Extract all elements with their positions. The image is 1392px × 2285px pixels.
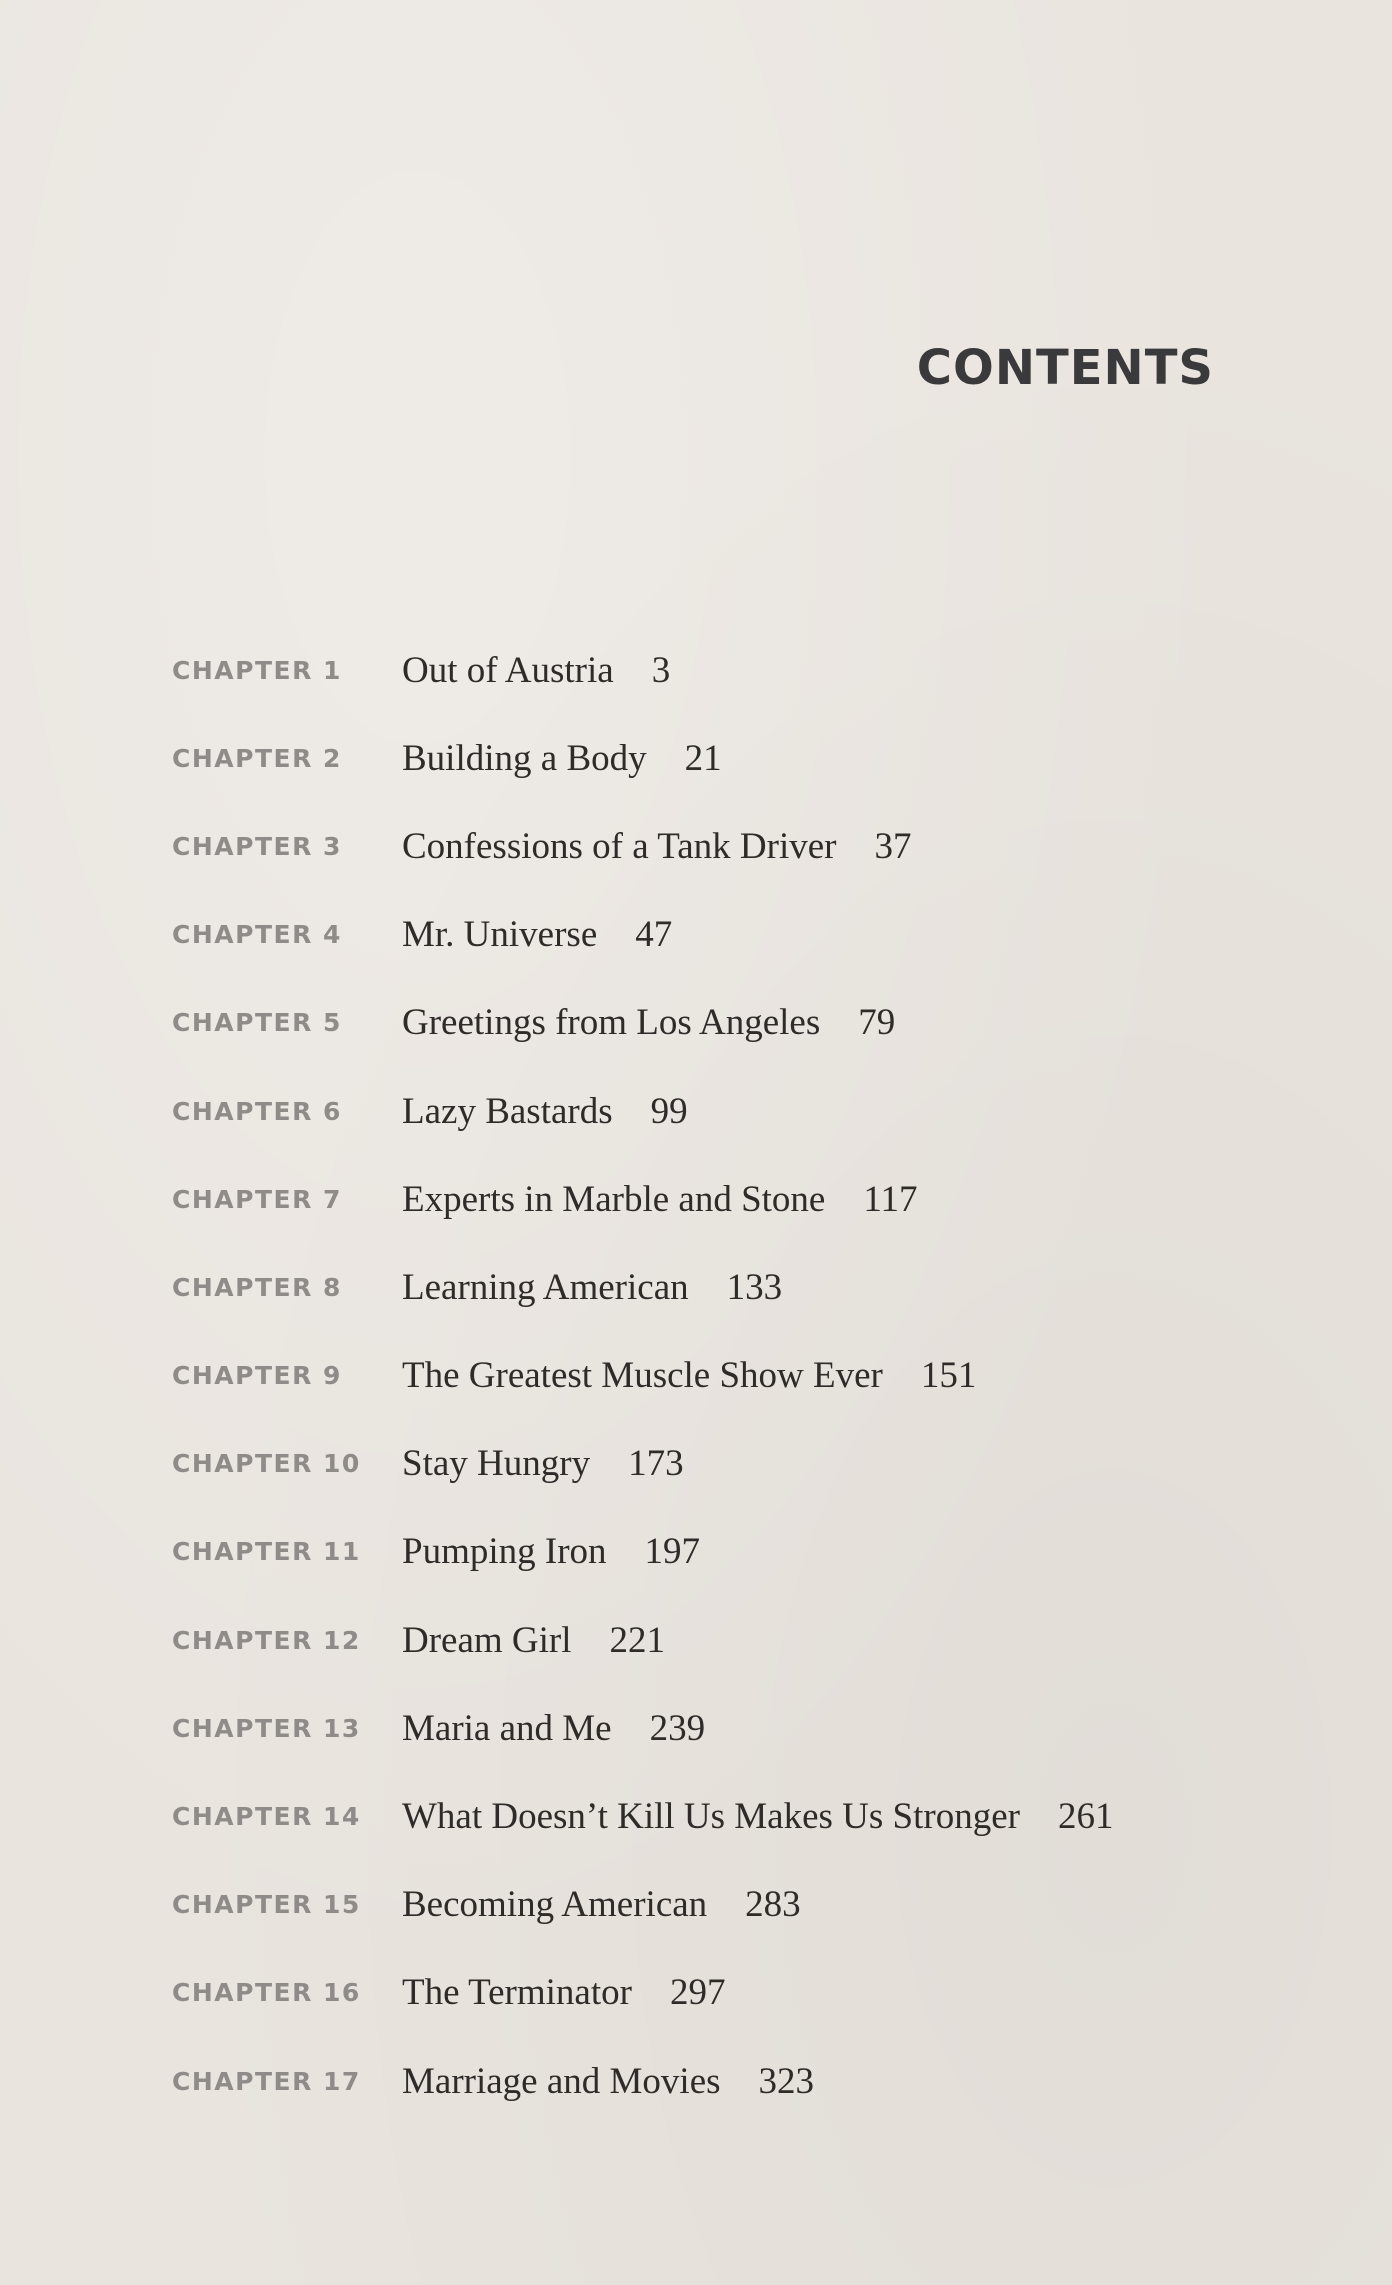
toc-row [172,2037,1272,2125]
chapter-title: Stay Hungry [402,1443,591,1485]
chapter-label: CHAPTER 9 [172,1361,342,1391]
chapter-page-number: 47 [635,914,673,956]
chapter-title: Lazy Bastards [402,1090,613,1132]
chapter-label: CHAPTER 6 [172,1096,342,1126]
chapter-label: CHAPTER 16 [172,1978,361,2008]
toc-row [172,1067,1272,1155]
chapter-label: CHAPTER 13 [172,1713,361,1743]
chapter-title: Out of Austria [402,649,614,691]
chapter-page-number: 221 [609,1619,666,1661]
chapter-page-number: 297 [669,1972,726,2014]
toc-row [172,1949,1272,2037]
toc-row [172,802,1272,890]
chapter-page-number: 21 [684,737,722,779]
chapter-page-number: 173 [628,1443,684,1485]
chapter-label: CHAPTER 8 [172,1272,342,1302]
toc-row [172,1684,1272,1772]
chapter-label: CHAPTER 4 [172,920,342,950]
chapter-label: CHAPTER 1 [172,655,342,685]
page-title: CONTENTS [916,340,1214,396]
toc-row [172,1243,1272,1331]
chapter-label: CHAPTER 2 [172,743,342,773]
chapter-label: CHAPTER 14 [172,1802,361,1832]
chapter-title: Mr. Universe [402,914,598,956]
chapter-page-number: 133 [726,1266,783,1308]
chapter-title: The Terminator [402,1972,632,2014]
toc-row [172,979,1272,1067]
chapter-page-number: 239 [649,1707,706,1749]
chapter-label: CHAPTER 10 [172,1449,361,1479]
chapter-page-number: 151 [920,1355,977,1397]
chapter-title: What Doesn’t Kill Us Makes Us Stronger [402,1796,1020,1838]
chapter-page-number: 323 [758,2060,815,2102]
chapter-title: Building a Body [402,737,647,779]
toc-row [172,1596,1272,1684]
chapter-title: Dream Girl [402,1619,572,1661]
chapter-page-number: 117 [863,1178,918,1220]
chapter-page-number: 3 [651,649,671,691]
chapter-label: CHAPTER 12 [172,1625,361,1655]
chapter-title: Becoming American [402,1884,708,1926]
chapter-page-number: 37 [874,825,912,867]
chapter-title: Pumping Iron [402,1531,607,1573]
table-of-contents [172,626,1272,2125]
chapter-label: CHAPTER 3 [172,831,342,861]
chapter-page-number: 99 [650,1090,688,1132]
chapter-title: Experts in Marble and Stone [402,1178,826,1220]
toc-row [172,891,1272,979]
chapter-label: CHAPTER 7 [172,1184,342,1214]
chapter-title: Learning American [402,1266,689,1308]
chapter-title: Marriage and Movies [402,2060,721,2102]
chapter-title: The Greatest Muscle Show Ever [402,1355,883,1397]
chapter-label: CHAPTER 17 [172,2066,361,2096]
chapter-label: CHAPTER 15 [172,1890,361,1920]
chapter-page-number: 261 [1057,1796,1114,1838]
toc-row [172,1155,1272,1243]
chapter-title: Maria and Me [402,1707,612,1749]
chapter-title: Confessions of a Tank Driver [402,825,837,867]
toc-row [172,1332,1272,1420]
toc-row [172,626,1272,714]
toc-row [172,714,1272,802]
toc-row [172,1772,1272,1860]
chapter-page-number: 197 [644,1531,701,1573]
toc-row [172,1861,1272,1949]
toc-row [172,1508,1272,1596]
toc-row [172,1420,1272,1508]
chapter-label: CHAPTER 5 [172,1008,342,1038]
chapter-page-number: 283 [745,1884,801,1926]
chapter-page-number: 79 [858,1002,896,1044]
chapter-title: Greetings from Los Angeles [402,1002,821,1044]
chapter-label: CHAPTER 11 [172,1537,361,1567]
